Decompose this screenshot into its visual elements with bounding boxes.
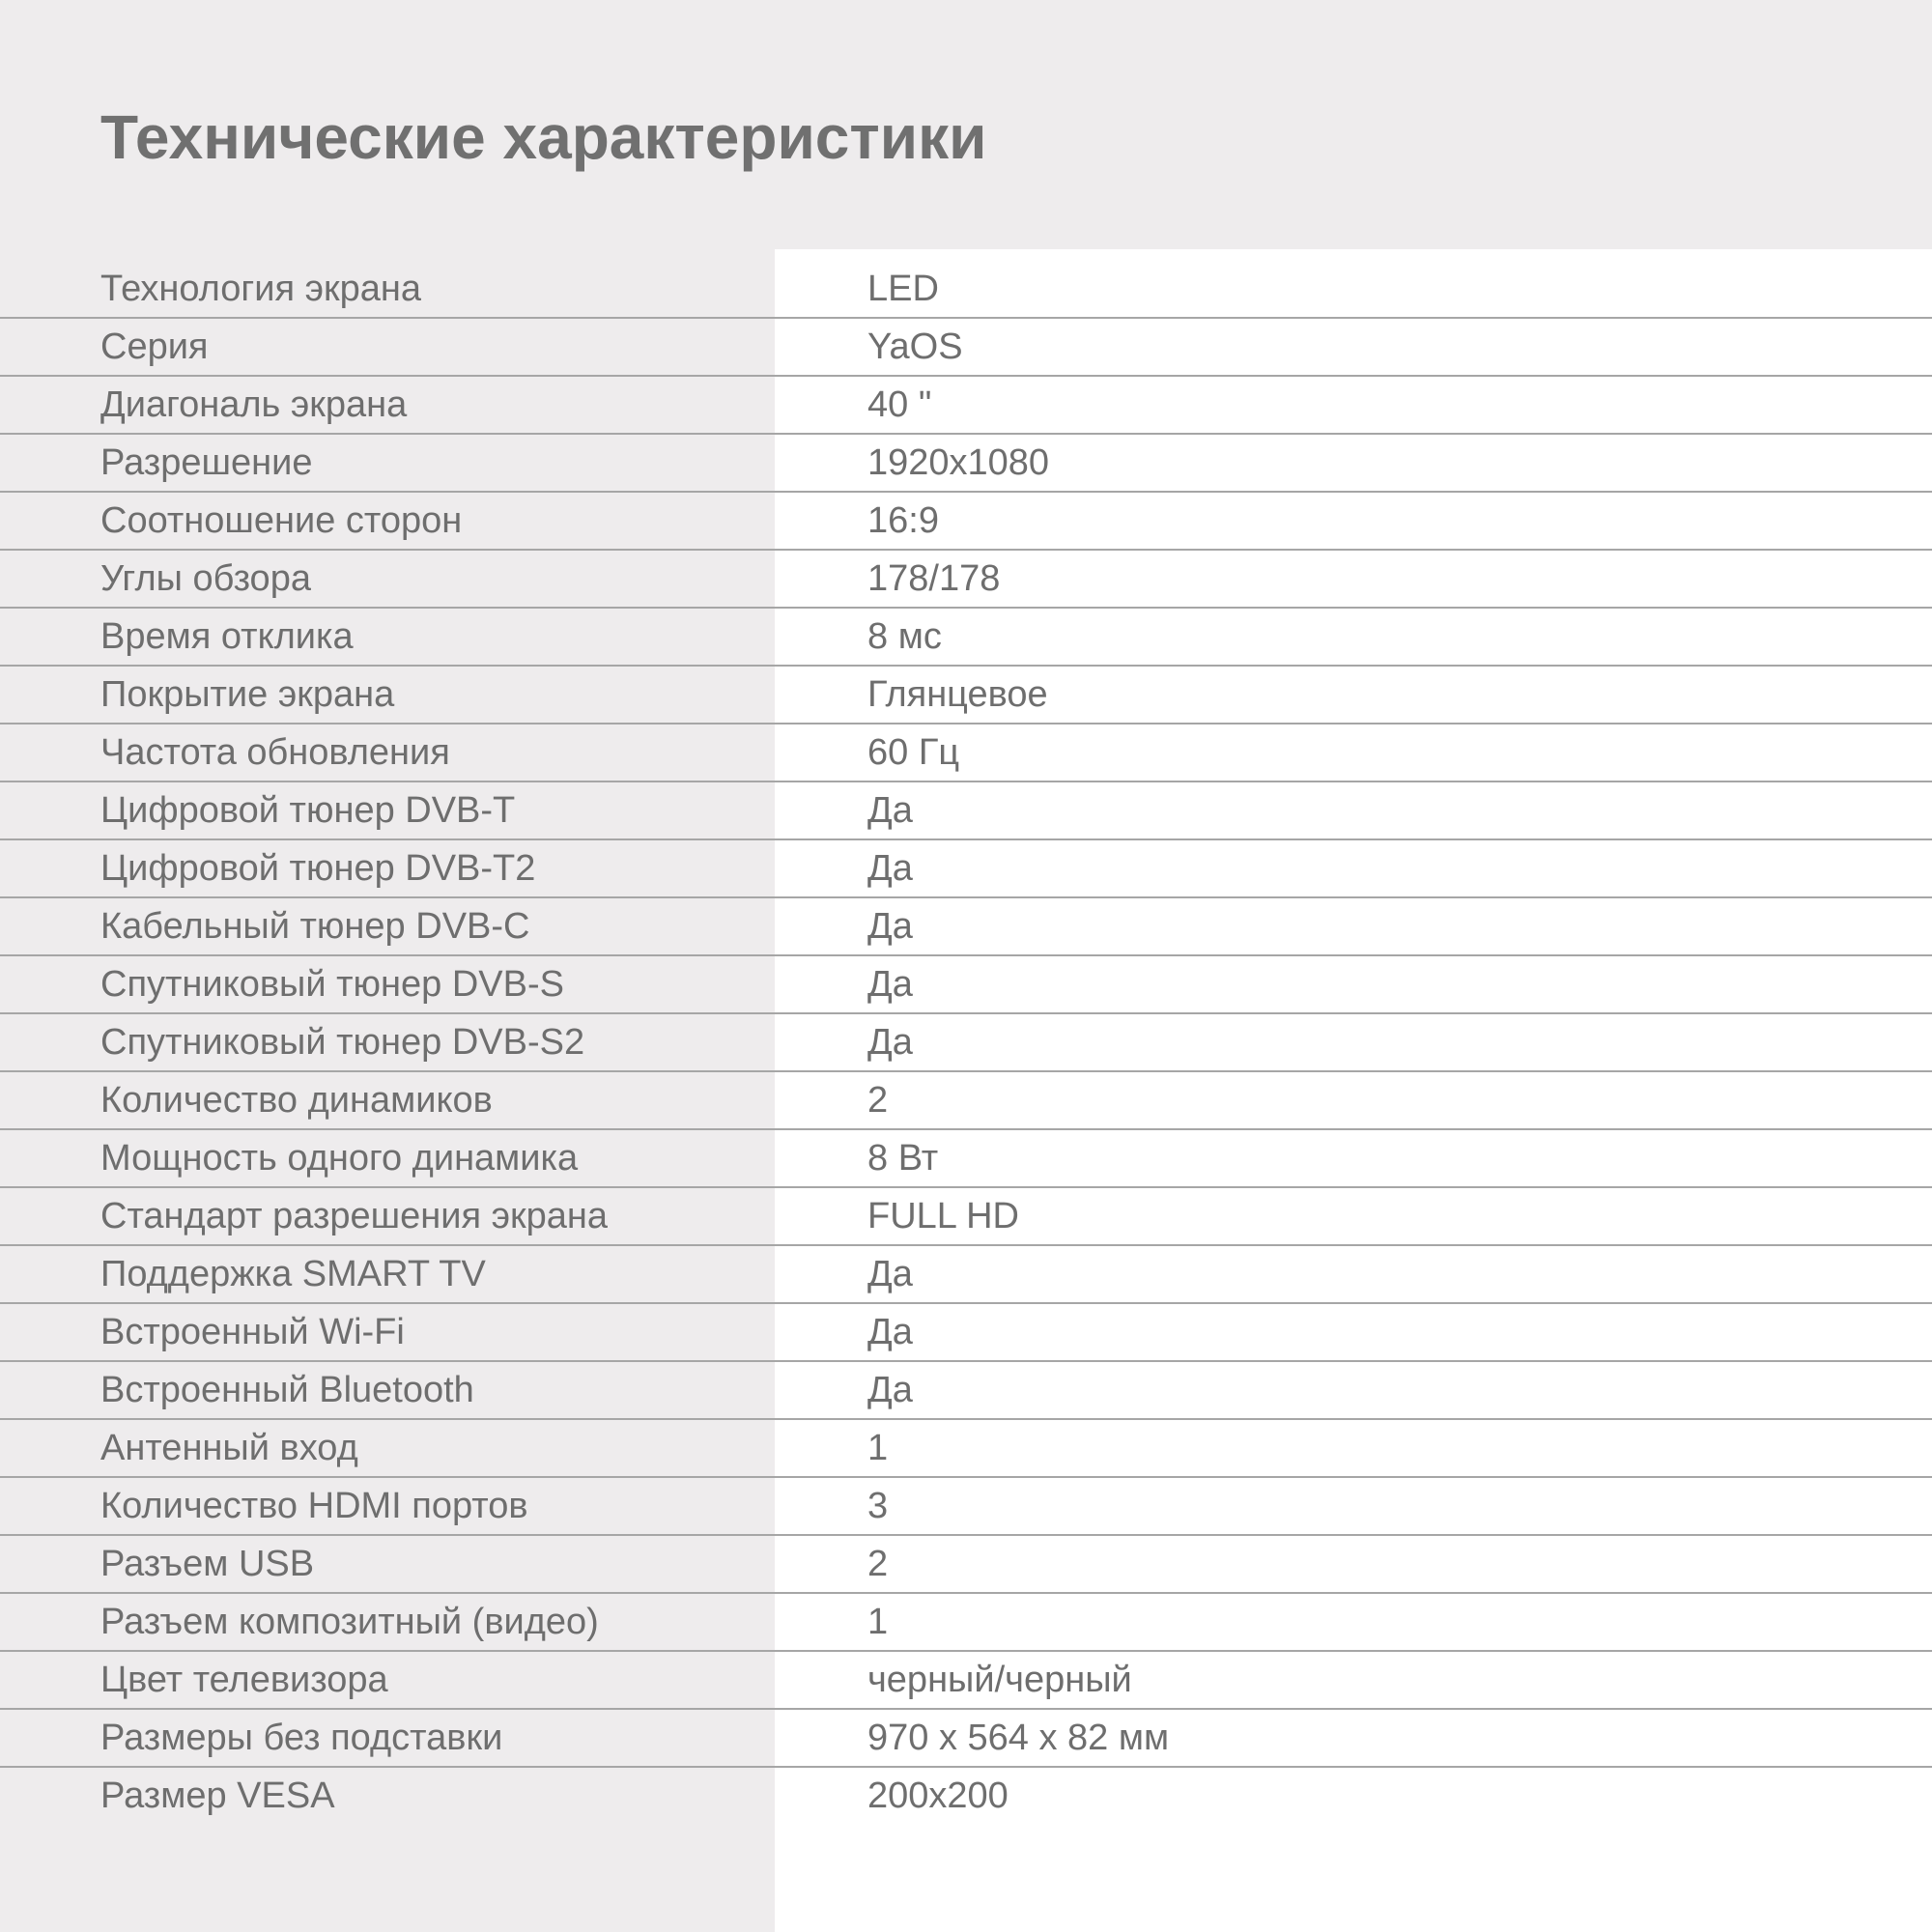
spec-label: Серия (100, 327, 209, 367)
spec-value: Да (867, 790, 913, 831)
spec-row (0, 1594, 1932, 1652)
spec-row (0, 1362, 1932, 1420)
spec-value: 1 (867, 1428, 889, 1468)
spec-row (0, 319, 1932, 377)
spec-value: Да (867, 906, 913, 947)
spec-row (0, 956, 1932, 1014)
spec-row (0, 493, 1932, 551)
spec-value: Да (867, 848, 913, 889)
spec-label: Мощность одного динамика (100, 1138, 579, 1179)
spec-label: Диагональ экрана (100, 384, 408, 425)
spec-row (0, 1478, 1932, 1536)
spec-value: черный/черный (867, 1660, 1132, 1700)
spec-row (0, 1014, 1932, 1072)
page-title: Технические характеристики (100, 102, 987, 172)
spec-label: Спутниковый тюнер DVB-S (100, 964, 564, 1005)
spec-value: Да (867, 964, 913, 1005)
spec-value: Да (867, 1254, 913, 1294)
spec-row (0, 1536, 1932, 1594)
spec-value: 60 Гц (867, 732, 960, 773)
spec-label: Соотношение сторон (100, 500, 463, 541)
spec-row (0, 1768, 1932, 1826)
spec-value: 40 " (867, 384, 932, 425)
spec-row (0, 1304, 1932, 1362)
spec-value: 3 (867, 1486, 889, 1526)
spec-row (0, 377, 1932, 435)
spec-row (0, 261, 1932, 319)
spec-label: Количество динамиков (100, 1080, 493, 1121)
spec-value: 8 Вт (867, 1138, 939, 1179)
spec-row (0, 1072, 1932, 1130)
spec-label: Кабельный тюнер DVB-C (100, 906, 530, 947)
spec-label: Технология экрана (100, 269, 422, 309)
spec-label: Цифровой тюнер DVB-T2 (100, 848, 536, 889)
spec-label: Антенный вход (100, 1428, 358, 1468)
spec-row (0, 1652, 1932, 1710)
spec-label: Разъем композитный (видео) (100, 1602, 599, 1642)
spec-value: 8 мс (867, 616, 942, 657)
spec-row (0, 898, 1932, 956)
spec-value: Глянцевое (867, 674, 1048, 715)
spec-row (0, 1420, 1932, 1478)
spec-row (0, 609, 1932, 667)
spec-row (0, 724, 1932, 782)
spec-label: Встроенный Bluetooth (100, 1370, 474, 1410)
spec-value: Да (867, 1370, 913, 1410)
header-band (0, 0, 1932, 249)
spec-label: Встроенный Wi-Fi (100, 1312, 405, 1352)
spec-value: Да (867, 1022, 913, 1063)
spec-label: Покрытие экрана (100, 674, 395, 715)
spec-value: 1920x1080 (867, 442, 1050, 483)
spec-row (0, 782, 1932, 840)
spec-label: Цифровой тюнер DVB-T (100, 790, 516, 831)
specs-table (0, 261, 1932, 1826)
spec-row (0, 1710, 1932, 1768)
spec-label: Стандарт разрешения экрана (100, 1196, 609, 1236)
spec-label: Разъем USB (100, 1544, 315, 1584)
spec-row (0, 667, 1932, 724)
spec-value: 178/178 (867, 558, 1001, 599)
spec-value: 970 x 564 x 82 мм (867, 1718, 1170, 1758)
spec-value: LED (867, 269, 939, 309)
spec-value: 1 (867, 1602, 889, 1642)
spec-label: Количество HDMI портов (100, 1486, 528, 1526)
spec-label: Разрешение (100, 442, 313, 483)
spec-value: 2 (867, 1544, 889, 1584)
spec-value: 16:9 (867, 500, 939, 541)
spec-label: Размер VESA (100, 1776, 335, 1816)
spec-value: 2 (867, 1080, 889, 1121)
spec-row (0, 435, 1932, 493)
spec-row (0, 1130, 1932, 1188)
spec-label: Размеры без подставки (100, 1718, 503, 1758)
spec-label: Частота обновления (100, 732, 450, 773)
spec-label: Время отклика (100, 616, 354, 657)
spec-row (0, 1246, 1932, 1304)
spec-value: FULL HD (867, 1196, 1019, 1236)
spec-value: 200x200 (867, 1776, 1009, 1816)
spec-label: Спутниковый тюнер DVB-S2 (100, 1022, 585, 1063)
spec-label: Поддержка SMART TV (100, 1254, 486, 1294)
spec-value: YaOS (867, 327, 963, 367)
spec-label: Углы обзора (100, 558, 311, 599)
spec-row (0, 840, 1932, 898)
spec-value: Да (867, 1312, 913, 1352)
spec-row (0, 551, 1932, 609)
spec-row (0, 1188, 1932, 1246)
spec-label: Цвет телевизора (100, 1660, 388, 1700)
